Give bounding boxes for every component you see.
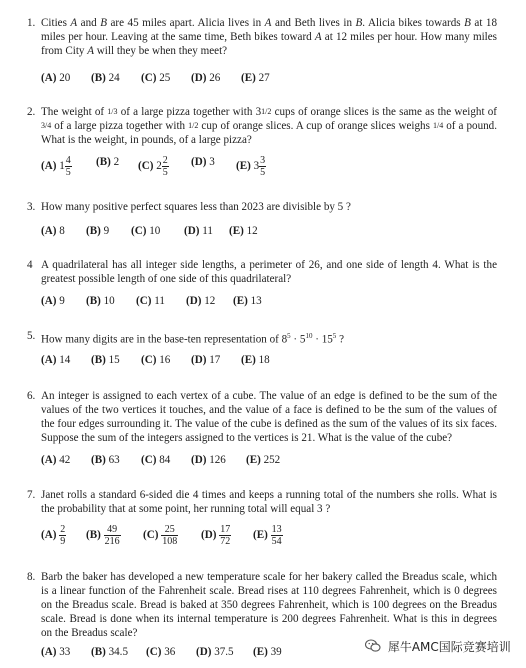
choice-e[interactable]: (E) 18	[241, 354, 270, 366]
question-4	[27, 258, 497, 308]
choice-b[interactable]: (B) 10	[86, 295, 115, 307]
choice-b[interactable]: (B) $\frac{49}{216}$	[86, 524, 120, 547]
question-text: An integer is assigned to each vertex of a cube. The value of an edge is defined to be the sum of the values of the two vertices it touches, and the value of a face is defined to be the sum of the values of the four edges surrounding it. The value of the cube is defined as the sum of the values of its six faces. Suppose the sum of the integers assigned to the vertices is 21. What is the value of the cube?	[41, 390, 497, 445]
choice-d[interactable]: (D) 11	[184, 225, 213, 237]
question-number: 8.	[27, 571, 36, 583]
fraction: $\frac{2}{5}$	[162, 155, 168, 178]
question-number: 5.	[27, 330, 36, 342]
choice-b[interactable]: (B) 9	[86, 225, 110, 237]
choice-e[interactable]: (E) 3 $\frac{3}{5}$	[236, 155, 266, 178]
question-text: How many positive perfect squares less than 2023 are divisible by 5 ?	[41, 201, 351, 213]
choice-d[interactable]: (D) 12	[186, 295, 216, 307]
choice-d[interactable]: (D) $\frac{17}{72}$	[201, 524, 231, 547]
fraction: $\frac{49}{216}$	[104, 524, 120, 547]
question-6	[27, 389, 497, 469]
choice-a[interactable]: (A) 1 $\frac{4}{5}$	[41, 155, 71, 178]
question-text: The weight of 1/3 of a large pizza together with 31/2 cups of orange slices is the same as the weight of 3/4 of a large pizza together with 1/2 cup of orange slices. A cup of orange slices weighs 1/4 of a pound. What is the weight, in pounds, of a large pizza?	[41, 106, 497, 147]
choice-a[interactable]: (A) 20	[41, 72, 71, 84]
choice-e[interactable]: (E) $\frac{13}{54}$	[253, 524, 282, 547]
choice-d[interactable]: (D) 3	[191, 156, 215, 168]
choice-c[interactable]: (C) 2 $\frac{2}{5}$	[138, 155, 168, 178]
watermark-text: 犀牛AMC国际竞赛培训	[387, 640, 511, 654]
question-number: 4	[27, 259, 33, 271]
question-text: A quadrilateral has all integer side lengths, a perimeter of 26, and one side of length 4. What is the greatest possible length of one side of this quadrilateral?	[41, 259, 497, 286]
choice-b[interactable]: (B) 34.5	[91, 646, 128, 658]
choice-a[interactable]: (A) 14	[41, 354, 71, 366]
choice-e[interactable]: (E) 12	[229, 225, 258, 237]
choice-b[interactable]: (B) 24	[91, 72, 120, 84]
question-1	[27, 16, 497, 86]
question-text: Barb the baker has developed a new temperature scale for her bakery called the Breadus scale, which is a linear function of the Fahrenheit scale. Bread rises at 110 degrees Fahrenheit, which is 0 degrees on the Breadus scale. Bread is baked at 350 degrees Fahrenheit, which is 100 degrees on the Breadus scale. Bread is done when its internal temperature is 200 degrees Fahrenheit. What is this in degrees on the Breadus scale?	[41, 571, 497, 640]
fraction: $\frac{3}{5}$	[260, 155, 266, 178]
choice-e[interactable]: (E) 252	[246, 454, 281, 466]
fraction: $\frac{17}{72}$	[220, 524, 231, 547]
choice-c[interactable]: (C) 16	[141, 354, 171, 366]
choice-d[interactable]: (D) 37.5	[196, 646, 234, 658]
wechat-icon	[365, 639, 381, 653]
choice-a[interactable]: (A) 33	[41, 646, 71, 658]
choice-c[interactable]: (C) 25	[141, 72, 171, 84]
fraction: $\frac{2}{9}$	[60, 524, 66, 547]
choice-c[interactable]: (C) 36	[146, 646, 176, 658]
choice-c[interactable]: (C) 10	[131, 225, 161, 237]
choice-b[interactable]: (B) 63	[91, 454, 120, 466]
choice-e[interactable]: (E) 39	[253, 646, 282, 658]
choice-d[interactable]: (D) 17	[191, 354, 221, 366]
choice-e[interactable]: (E) 27	[241, 72, 270, 84]
choice-a[interactable]: (A) 8	[41, 225, 65, 237]
question-7	[27, 488, 497, 558]
choice-a[interactable]: (A) 9	[41, 295, 65, 307]
question-text: Janet rolls a standard 6-sided die 4 times and keeps a running total of the numbers she rolls. What is the probability that at some point, her running total will equal 3 ?	[41, 489, 497, 516]
choice-c[interactable]: (C) 11	[136, 295, 165, 307]
question-number: 7.	[27, 489, 36, 501]
watermark	[365, 638, 520, 656]
question-5	[27, 329, 497, 369]
question-number: 6.	[27, 390, 36, 402]
question-number: 2.	[27, 106, 36, 118]
choice-d[interactable]: (D) 126	[191, 454, 226, 466]
fraction: $\frac{4}{5}$	[65, 155, 71, 178]
fraction: $\frac{25}{108}$	[162, 524, 178, 547]
choice-a[interactable]: (A) $\frac{2}{9}$	[41, 524, 66, 547]
choice-e[interactable]: (E) 13	[233, 295, 262, 307]
question-number: 1.	[27, 17, 36, 29]
choice-b[interactable]: (B) 2	[96, 156, 120, 168]
question-number: 3.	[27, 201, 36, 213]
question-text: Cities A and B are 45 miles apart. Alicia lives in A and Beth lives in B. Alicia bikes towards B at 18 miles per hour. Leaving at the same time, Beth bikes toward A at 12 miles per hour. How many miles from City A will they be when they meet?	[41, 17, 497, 58]
question-text: How many digits are in the base-ten representation of $8^5 \cdot 5^{10} \cdot 15^5$ ?	[41, 332, 344, 346]
choice-b[interactable]: (B) 15	[91, 354, 120, 366]
fraction: $\frac{13}{54}$	[271, 524, 282, 547]
choice-d[interactable]: (D) 26	[191, 72, 221, 84]
question-2	[27, 105, 497, 185]
choice-c[interactable]: (C) $\frac{25}{108}$	[143, 524, 178, 547]
choice-a[interactable]: (A) 42	[41, 454, 71, 466]
question-3	[27, 200, 497, 240]
choice-c[interactable]: (C) 84	[141, 454, 171, 466]
